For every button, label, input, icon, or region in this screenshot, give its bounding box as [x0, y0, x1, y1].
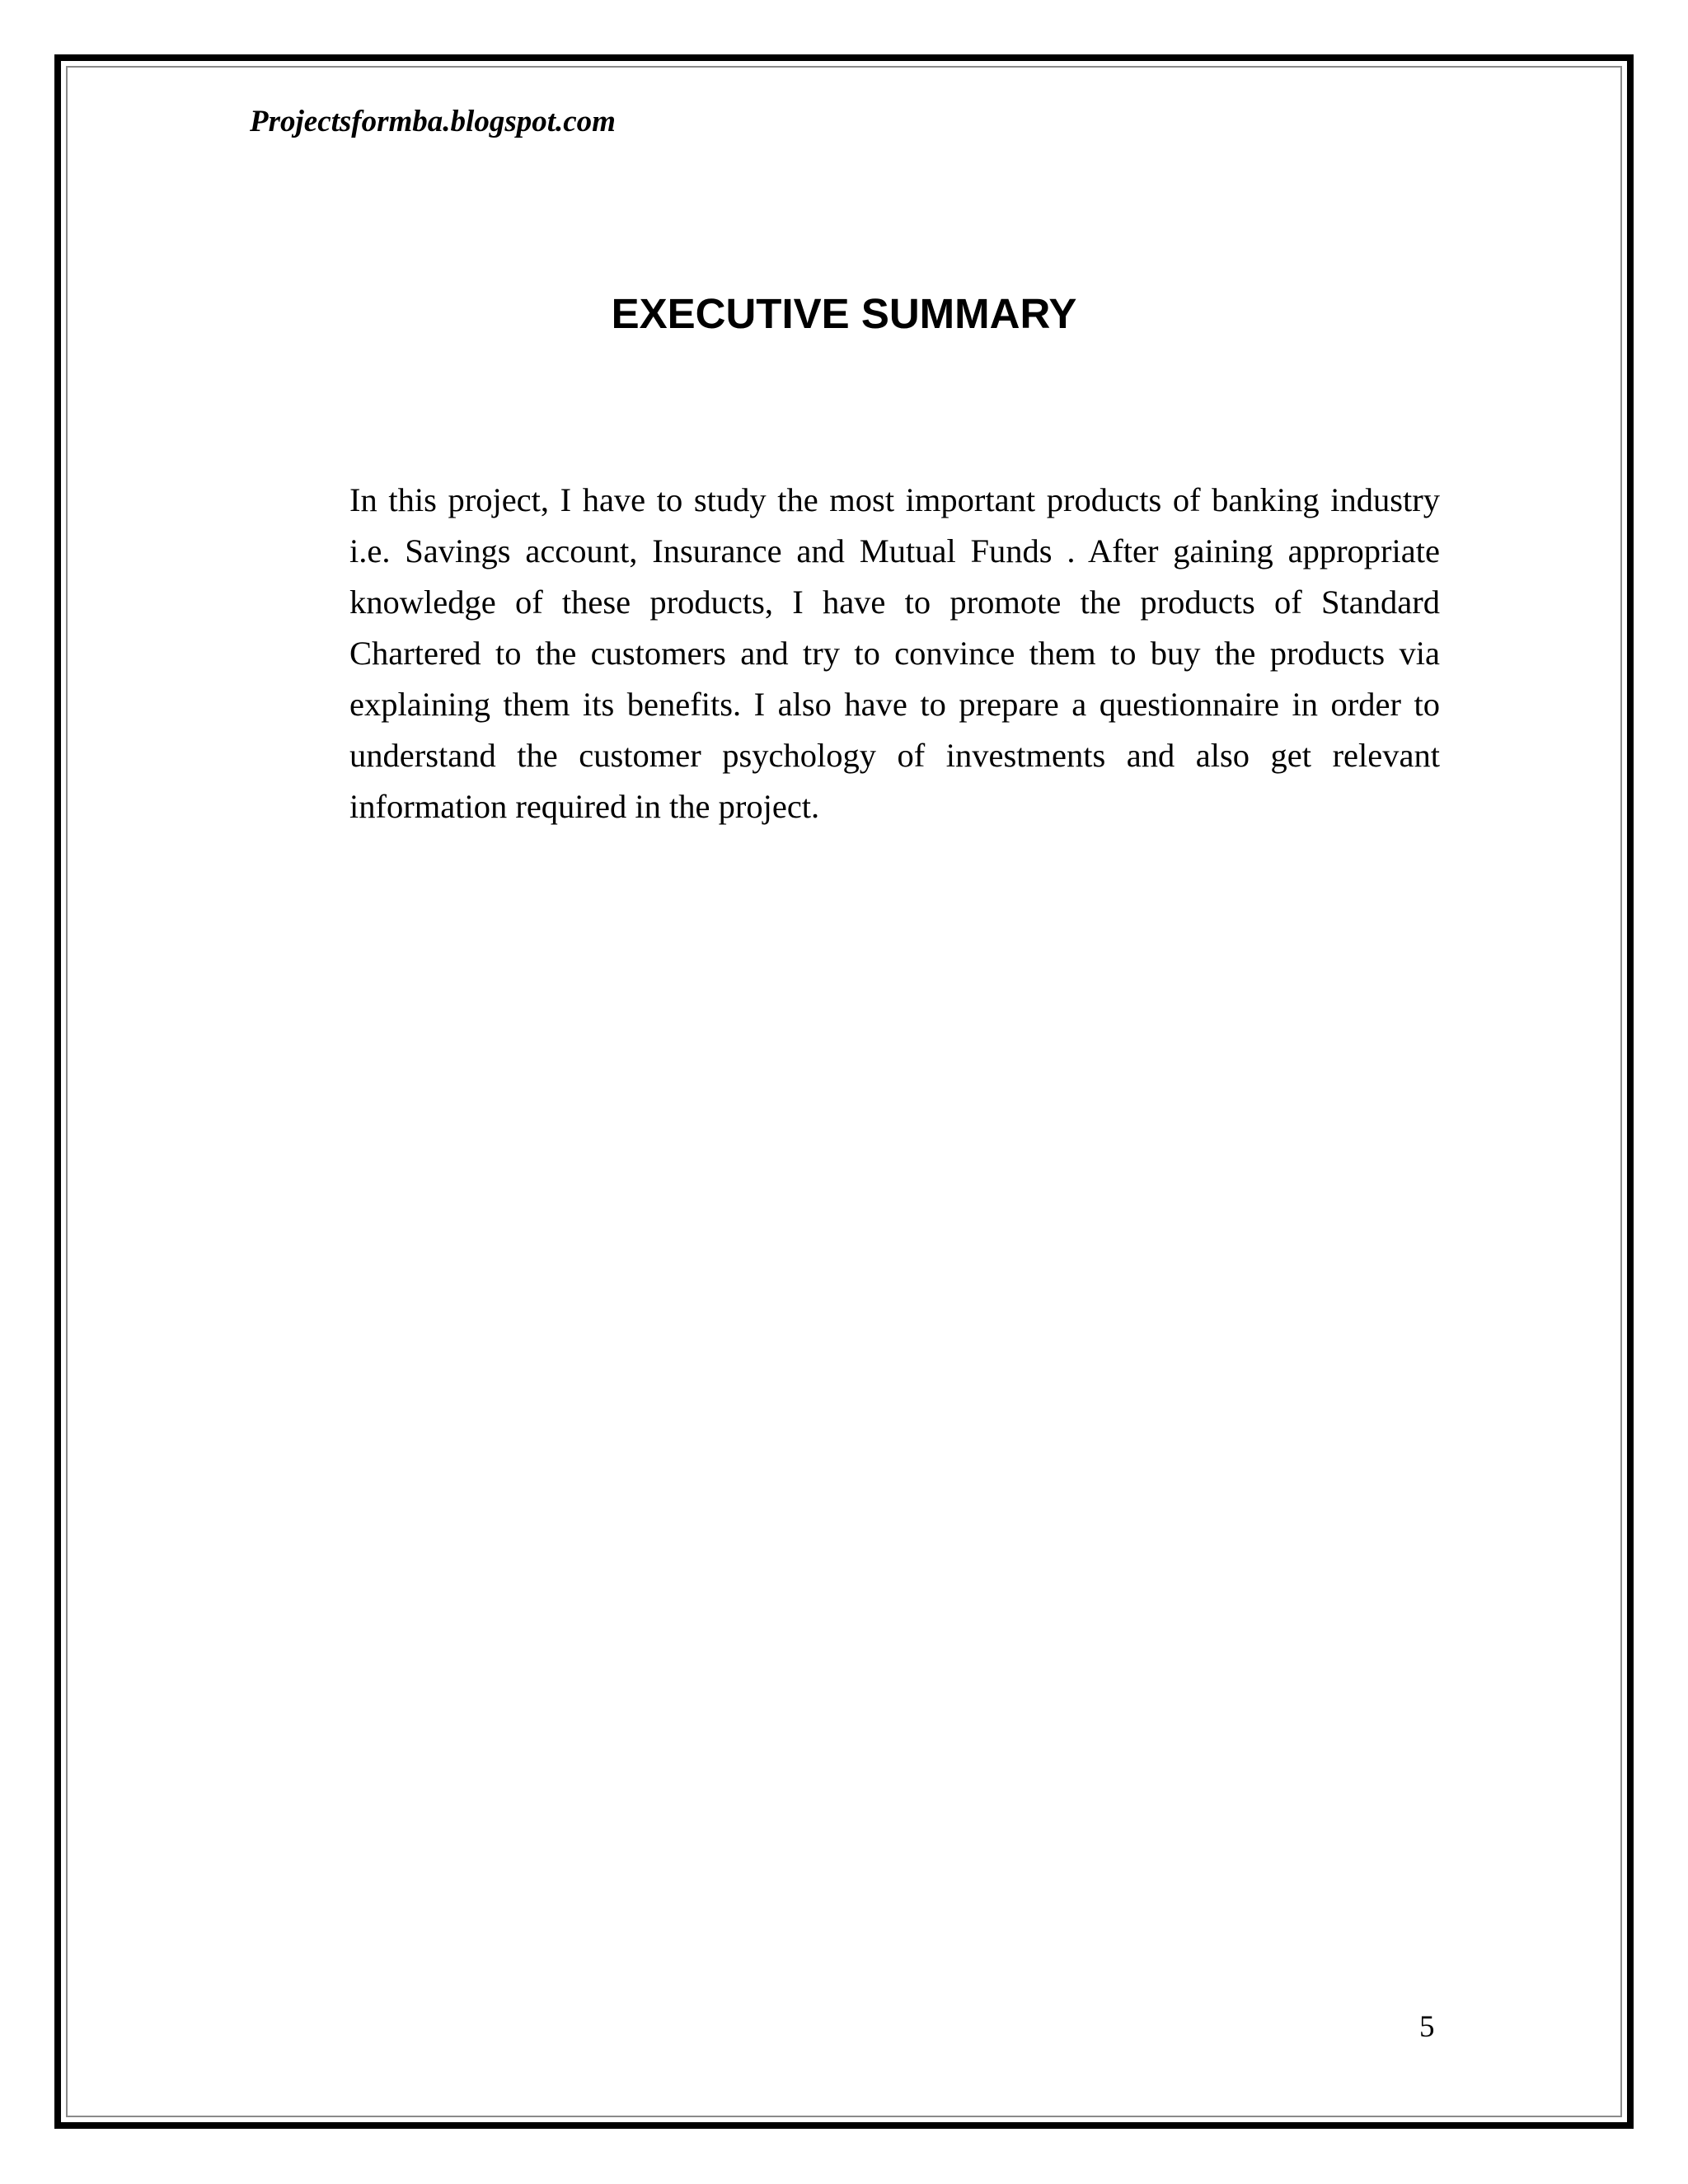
page-number: 5	[1419, 2010, 1435, 2044]
page-border-inner	[66, 66, 1622, 2117]
site-header: Projectsformba.blogspot.com	[250, 105, 616, 138]
summary-paragraph: In this project, I have to study the most important products of banking industry i.e. Savings account, Insurance and Mutual Funds . After gaining appropriate knowledge of these products, I have to promote the products of Standard Chartered to the customers and try to convince them to buy the products via explaining them its benefits. I also have to prepare a questionnaire in order to understand the customer psychology of investments and also get relevant information required in the project.	[349, 481, 1440, 825]
page-title: EXECUTIVE SUMMARY	[611, 290, 1077, 337]
